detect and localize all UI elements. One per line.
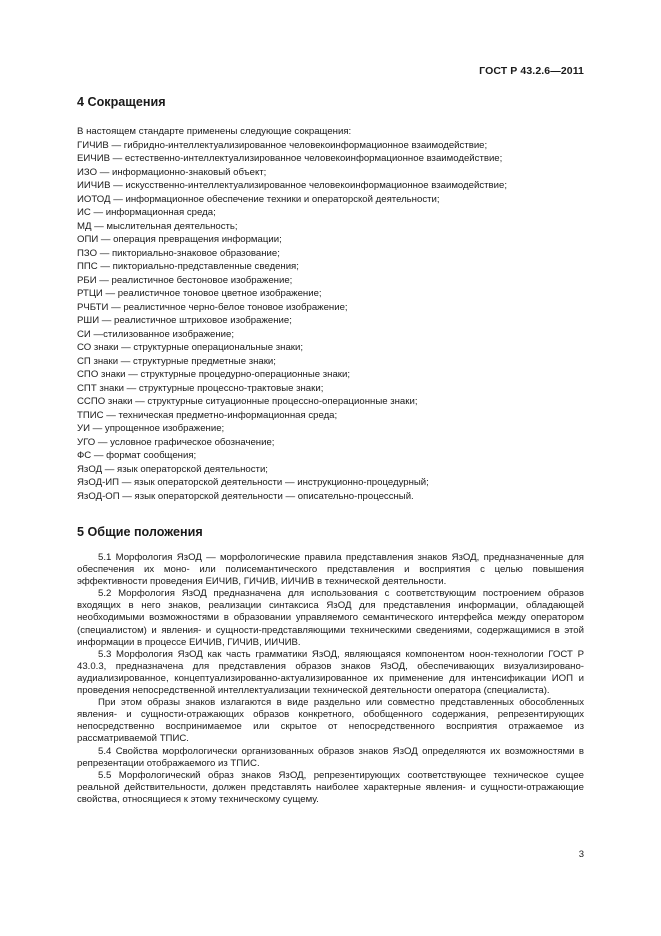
- list-item: РБИ — реалистичное бестоновое изображение;: [77, 274, 293, 286]
- page-number: 3: [578, 849, 584, 860]
- list-item: РШИ — реалистичное штриховое изображение;: [77, 315, 292, 326]
- list-item: РЧБТИ — реалистичное черно-белое тоновое изображение;: [77, 301, 348, 313]
- abbreviations-intro: В настоящем стандарте применены следующие сокращения:: [77, 126, 352, 137]
- paragraph-5-2: 5.2 Морфология ЯзОД предназначена для использования с соответствующим построением образов входящих в него знаков, реализации синтаксиса ЯзОД для представления информации, обладающей необходимыми возможностями в образовании управляемого семантического интерфейса между оператором (специалистом) и явления- и сущности-представляющими техническими сведениями, содержащимися в этой информации в процессе ЕИЧИВ, ГИЧИВ, ИИЧИВ.: [77, 588, 584, 648]
- list-item: ППС — пикториально-представленные сведения;: [77, 261, 299, 272]
- list-item: УГО — условное графическое обозначение;: [77, 436, 275, 448]
- list-item: СПО знаки — структурные процедурно-операционные знаки;: [77, 369, 351, 380]
- standard-designation: ГОСТ Р 43.2.6—2011: [479, 65, 584, 77]
- list-item: ИОТОД — информационное обеспечение техники и операторской деятельности;: [77, 193, 440, 205]
- list-item: ИС — информационная среда;: [77, 207, 216, 218]
- paragraph-5-5: 5.5 Морфологический образ знаков ЯзОД, репрезентирующих соответствующее техническое сущее реальной действительности, должен представлять наиболее характерные явления- и сущности-отражающие свойства, относящиеся к этому техническому сущему.: [77, 769, 584, 805]
- list-item: ЕИЧИВ — естественно-интеллектуализированное человекоинформационное взаимодействие;: [77, 153, 503, 164]
- list-item: ОПИ — операция превращения информации;: [77, 234, 282, 245]
- list-item: ТПИС — техническая предметно-информационная среда;: [77, 409, 338, 421]
- paragraph-5-4: 5.4 Свойства морфологически организованных образов знаков ЯзОД определяются их возможностями в репрезентации отображаемого из ТПИС.: [77, 745, 584, 769]
- abbreviations-list: [77, 125, 587, 503]
- list-item: МД — мыслительная деятельность;: [77, 220, 238, 232]
- section-4-title: 4 Сокращения: [77, 95, 166, 109]
- section-5-title: 5 Общие положения: [77, 525, 203, 539]
- list-item: РТЦИ — реалистичное тоновое цветное изображение;: [77, 288, 322, 299]
- list-item: ФС — формат сообщения;: [77, 450, 197, 461]
- paragraph-5-3-continuation: При этом образы знаков излагаются в виде раздельно или совместно представленных обособленных явления- и сущности-отражающих образов конкретного, обобщенного содержания, репрезентирующих непосредственно воспринимаемое или скрытое от непосредственного восприятия отражаемое из рассматриваемой ТПИС.: [77, 697, 584, 745]
- list-item: СП знаки — структурные предметные знаки;: [77, 355, 276, 367]
- paragraph-5-1: 5.1 Морфология ЯзОД — морфологические правила представления знаков ЯзОД, предназначенные для обеспечения их моно- или полисемантического представления и восприятия с целью повышения эффективности проведения ЕИЧИВ, ГИЧИВ, ИИЧИВ в технической деятельности.: [77, 552, 584, 588]
- list-item: СИ —стилизованное изображение;: [77, 328, 235, 340]
- paragraph-5-3: 5.3 Морфология ЯзОД как часть грамматики ЯзОД, являющаяся компонентом ноон-технологии ГОСТ Р 43.0.3, предназначена для представления образов знаков ЯзОД, обеспечивающих визуализировано-аудиализированное, концептуализированно-актуализированное их применение для интенсификации ИОП и проведения непосредственной интеллектуализации технической деятельности оператора (специалиста).: [77, 648, 584, 697]
- list-item: ИИЧИВ — искусственно-интеллектуализированное человекоинформационное взаимодействие;: [77, 180, 507, 191]
- general-provisions: [77, 552, 584, 806]
- list-item: ПЗО — пикториально-знаковое образование;: [77, 247, 280, 259]
- list-item: ССПО знаки — структурные ситуационные процессно-операционные знаки;: [77, 396, 418, 407]
- list-item: СО знаки — структурные операциональные знаки;: [77, 342, 304, 353]
- list-item: ЯзОД — язык операторской деятельности;: [77, 463, 268, 475]
- list-item: ГИЧИВ — гибридно-интеллектуализированное человекоинформационное взаимодействие;: [77, 139, 488, 151]
- list-item: СПТ знаки — структурные процессно-трактовые знаки;: [77, 382, 324, 394]
- list-item: ЯзОД-ОП — язык операторской деятельности — описательно-процессный.: [77, 490, 414, 502]
- list-item: ЯзОД-ИП — язык операторской деятельности — инструкционно-процедурный;: [77, 477, 429, 488]
- list-item: УИ — упрощенное изображение;: [77, 423, 225, 434]
- list-item: ИЗО — информационно-знаковый объект;: [77, 166, 267, 178]
